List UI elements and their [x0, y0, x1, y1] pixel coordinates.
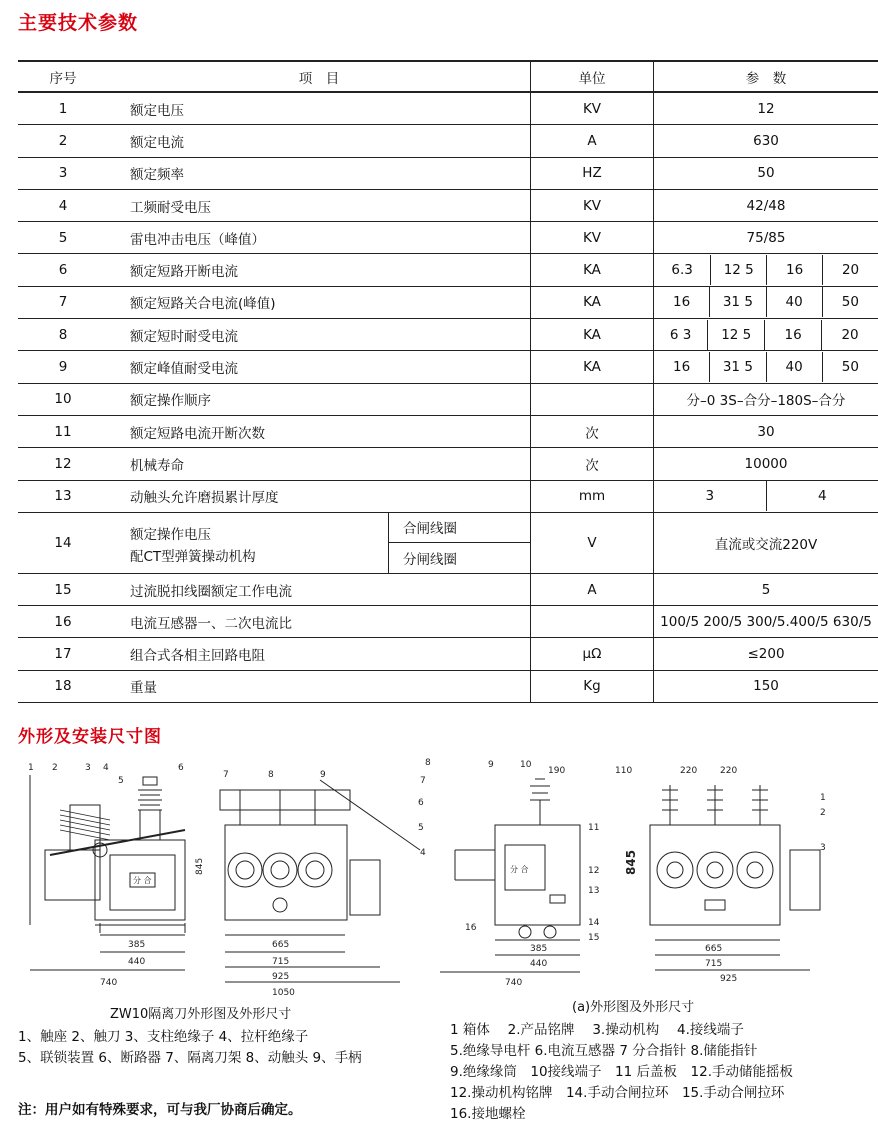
row-item: 组合式各相主回路电阻	[108, 638, 531, 670]
row-sub-close-coil: 合闸线圈	[389, 513, 530, 543]
row-unit: KV	[531, 189, 654, 221]
header-item: 项 目	[108, 61, 531, 92]
right-dim-715: 715	[705, 959, 723, 969]
row-value: 16	[654, 352, 710, 382]
table-row	[18, 448, 878, 480]
right-legend	[450, 1020, 793, 1125]
row-unit: 次	[531, 448, 654, 480]
row-unit: mm	[531, 480, 654, 512]
table-row	[18, 415, 878, 447]
left-legend-line-2: 5、联锁装置 6、断路器 7、隔离刀架 8、动触头 9、手柄	[18, 1050, 362, 1066]
left-dim-665: 665	[272, 940, 290, 950]
row-value: 6.3	[654, 255, 711, 285]
table-row	[18, 157, 878, 189]
row-item: 额定短路电流开断次数	[108, 415, 531, 447]
row-no: 12	[18, 448, 108, 480]
row-value: 12	[654, 92, 878, 125]
row-item: 额定短路关合电流(峰值)	[108, 286, 531, 318]
row-values	[654, 351, 878, 383]
row-unit: A	[531, 125, 654, 157]
row-value: 12 5	[711, 255, 767, 285]
right-legend-line-1: 1 箱体 2.产品铭牌 3.操动机构 4.接线端子	[450, 1022, 744, 1038]
row-value: 50	[654, 157, 878, 189]
table-row	[18, 512, 878, 573]
row-values	[654, 254, 878, 286]
left-dim-1050: 1050	[272, 988, 295, 998]
header-no: 序号	[18, 61, 108, 92]
row-item: 额定短时耐受电流	[108, 319, 531, 351]
right-callout-4: 4	[420, 848, 426, 858]
row-value: 12 5	[708, 320, 765, 350]
row-value: 30	[654, 415, 878, 447]
right-front-view	[615, 766, 826, 984]
row-item: 额定操作顺序	[108, 383, 531, 415]
row-unit: 次	[531, 415, 654, 447]
row-values	[654, 319, 878, 351]
table-row	[18, 189, 878, 221]
row-value: 150	[654, 670, 878, 702]
row-no: 5	[18, 222, 108, 254]
right-dim-385: 385	[530, 944, 548, 954]
row-no: 14	[18, 512, 108, 573]
row-value: 分–0 3S–合分–180S–合分	[654, 383, 878, 415]
right-callout-7: 7	[420, 776, 426, 786]
right-callout-1b: 1	[820, 793, 826, 803]
row-item: 工频耐受电压	[108, 189, 531, 221]
left-callout-6: 6	[178, 763, 184, 773]
dimension-drawings	[0, 755, 878, 1015]
right-callout-5: 5	[418, 823, 424, 833]
right-dim-110: 110	[615, 766, 633, 776]
row-no: 4	[18, 189, 108, 221]
row-sub-open-coil: 分闸线圈	[403, 551, 457, 568]
row-unit: KA	[531, 254, 654, 286]
row-unit	[531, 606, 654, 638]
left-caption: ZW10隔离刀外形图及外形尺寸	[110, 1007, 292, 1022]
row-no: 17	[18, 638, 108, 670]
left-callout-1: 1	[28, 763, 34, 773]
right-legend-line-3: 9.绝缘缘筒 10接线端子 11 后盖板 12.手动储能摇板	[450, 1064, 793, 1080]
row-item: 机械寿命	[108, 448, 531, 480]
left-dim-740: 740	[100, 978, 118, 988]
row-value: 100/5 200/5 300/5.400/5 630/5	[654, 606, 878, 638]
row-value: 6 3	[654, 320, 708, 350]
row-no: 8	[18, 319, 108, 351]
right-dim-665: 665	[705, 944, 723, 954]
parameters-table	[18, 60, 878, 703]
left-dim-440: 440	[128, 957, 146, 967]
row-value: 31 5	[710, 352, 766, 382]
right-callout-13: 13	[588, 886, 600, 896]
row-item	[108, 512, 531, 573]
row-item: 额定峰值耐受电流	[108, 351, 531, 383]
table-row	[18, 383, 878, 415]
right-callout-10: 10	[520, 760, 532, 770]
row-no: 13	[18, 480, 108, 512]
row-value: 40	[766, 287, 822, 317]
row-item: 电流互感器一、二次电流比	[108, 606, 531, 638]
left-panel-text: 分 合	[133, 876, 152, 885]
row-value: 5	[654, 573, 878, 605]
right-callout-15: 15	[588, 933, 600, 943]
right-legend-line-4: 12.操动机构铭牌 14.手动合闸拉环 15.手动合闸拉环	[450, 1085, 785, 1101]
row-value: 16	[767, 255, 823, 285]
row-value: 3	[654, 481, 766, 511]
table-row	[18, 286, 878, 318]
row-value: 630	[654, 125, 878, 157]
row-unit: μΩ	[531, 638, 654, 670]
row-unit	[531, 383, 654, 415]
row-unit: HZ	[531, 157, 654, 189]
right-callout-2: 2	[820, 808, 826, 818]
row-unit: KA	[531, 351, 654, 383]
row-no: 2	[18, 125, 108, 157]
row-value: 50	[841, 294, 859, 311]
row-unit: A	[531, 573, 654, 605]
row-value: 20	[841, 326, 859, 343]
right-callout-14: 14	[588, 918, 600, 928]
right-dim-925: 925	[720, 974, 738, 984]
row-value: 4	[817, 488, 827, 505]
row-item: 过流脱扣线圈额定工作电流	[108, 573, 531, 605]
section-title-drawings: 外形及安装尺寸图	[18, 727, 162, 747]
left-dim-715: 715	[272, 957, 290, 967]
right-panel-text: 分 合	[510, 865, 529, 874]
row-value: 50	[841, 359, 859, 376]
note: 注：用户如有特殊要求，可与我厂协商后确定。	[18, 1102, 302, 1118]
row-no: 3	[18, 157, 108, 189]
left-dim-925: 925	[272, 972, 290, 982]
right-dim-190: 190	[548, 766, 566, 776]
table-row	[18, 606, 878, 638]
row-no: 7	[18, 286, 108, 318]
table-row	[18, 319, 878, 351]
right-dim-740: 740	[505, 978, 523, 988]
row-item: 额定频率	[108, 157, 531, 189]
left-legend	[18, 1027, 362, 1069]
row-value: ≤200	[654, 638, 878, 670]
row-item: 额定电流	[108, 125, 531, 157]
row-item: 雷电冲击电压（峰值）	[108, 222, 531, 254]
section-title-parameters: 主要技术参数	[18, 12, 139, 34]
row-no: 1	[18, 92, 108, 125]
table-header-row	[18, 61, 878, 92]
table-row	[18, 670, 878, 702]
row-unit: Kg	[531, 670, 654, 702]
left-dim-385: 385	[128, 940, 146, 950]
left-callout-3: 3	[85, 763, 91, 773]
row-item: 额定短路开断电流	[108, 254, 531, 286]
row-values	[654, 480, 878, 512]
row-unit: KA	[531, 286, 654, 318]
row-item-line1: 额定操作电压	[130, 526, 211, 543]
right-callout-11: 11	[588, 823, 600, 833]
left-callout-9: 9	[320, 770, 326, 780]
header-value: 参 数	[654, 61, 878, 92]
row-value: 10000	[654, 448, 878, 480]
table-row	[18, 222, 878, 254]
row-item: 重量	[108, 670, 531, 702]
left-side-view	[28, 763, 185, 988]
left-callout-2: 2	[52, 763, 58, 773]
right-legend-line-2: 5.绝缘导电杆 6.电流互感器 7 分合指针 8.储能指针	[450, 1043, 758, 1059]
row-item-line2: 配CT型弹簧操动机构	[130, 548, 256, 565]
row-no: 10	[18, 383, 108, 415]
row-value: 31 5	[710, 287, 766, 317]
left-dim-845: 845	[195, 857, 205, 875]
table-row	[18, 638, 878, 670]
table-row	[18, 573, 878, 605]
right-dim-845: 845	[624, 849, 638, 875]
left-front-view	[195, 770, 420, 998]
row-unit: KA	[531, 319, 654, 351]
left-callout-8: 8	[268, 770, 274, 780]
row-unit: V	[531, 512, 654, 573]
right-legend-line-5: 16.接地螺栓	[450, 1106, 526, 1122]
row-no: 18	[18, 670, 108, 702]
right-dim-220b: 220	[720, 766, 738, 776]
row-item: 额定电压	[108, 92, 531, 125]
right-callout-8: 8	[425, 758, 431, 768]
row-item: 动触头允许磨损累计厚度	[108, 480, 531, 512]
table-row	[18, 351, 878, 383]
left-callout-4: 4	[103, 763, 109, 773]
row-no: 9	[18, 351, 108, 383]
right-callout-3: 3	[820, 843, 826, 853]
row-no: 11	[18, 415, 108, 447]
right-dim-440: 440	[530, 959, 548, 969]
table-row	[18, 480, 878, 512]
table-row	[18, 125, 878, 157]
table-row	[18, 254, 878, 286]
row-value: 75/85	[654, 222, 878, 254]
right-caption: (a)外形图及外形尺寸	[572, 1000, 695, 1015]
row-unit: KV	[531, 92, 654, 125]
row-value: 直流或交流220V	[654, 512, 878, 573]
row-no: 15	[18, 573, 108, 605]
row-no: 16	[18, 606, 108, 638]
right-callout-9: 9	[488, 760, 494, 770]
left-legend-line-1: 1、触座 2、触刀 3、支柱绝缘子 4、拉杆绝缘子	[18, 1029, 309, 1045]
row-value: 16	[765, 320, 822, 350]
row-no: 6	[18, 254, 108, 286]
right-callout-12: 12	[588, 866, 600, 876]
right-dim-220a: 220	[680, 766, 698, 776]
row-value: 40	[766, 352, 822, 382]
row-value: 16	[654, 287, 710, 317]
right-callout-6: 6	[418, 798, 424, 808]
left-callout-5: 5	[118, 776, 124, 786]
row-values	[654, 286, 878, 318]
row-unit: KV	[531, 222, 654, 254]
table-row	[18, 92, 878, 125]
row-value: 20	[841, 262, 860, 279]
left-callout-7: 7	[223, 770, 229, 780]
right-callout-16: 16	[465, 923, 477, 933]
row-value: 42/48	[654, 189, 878, 221]
header-unit: 单位	[531, 61, 654, 92]
